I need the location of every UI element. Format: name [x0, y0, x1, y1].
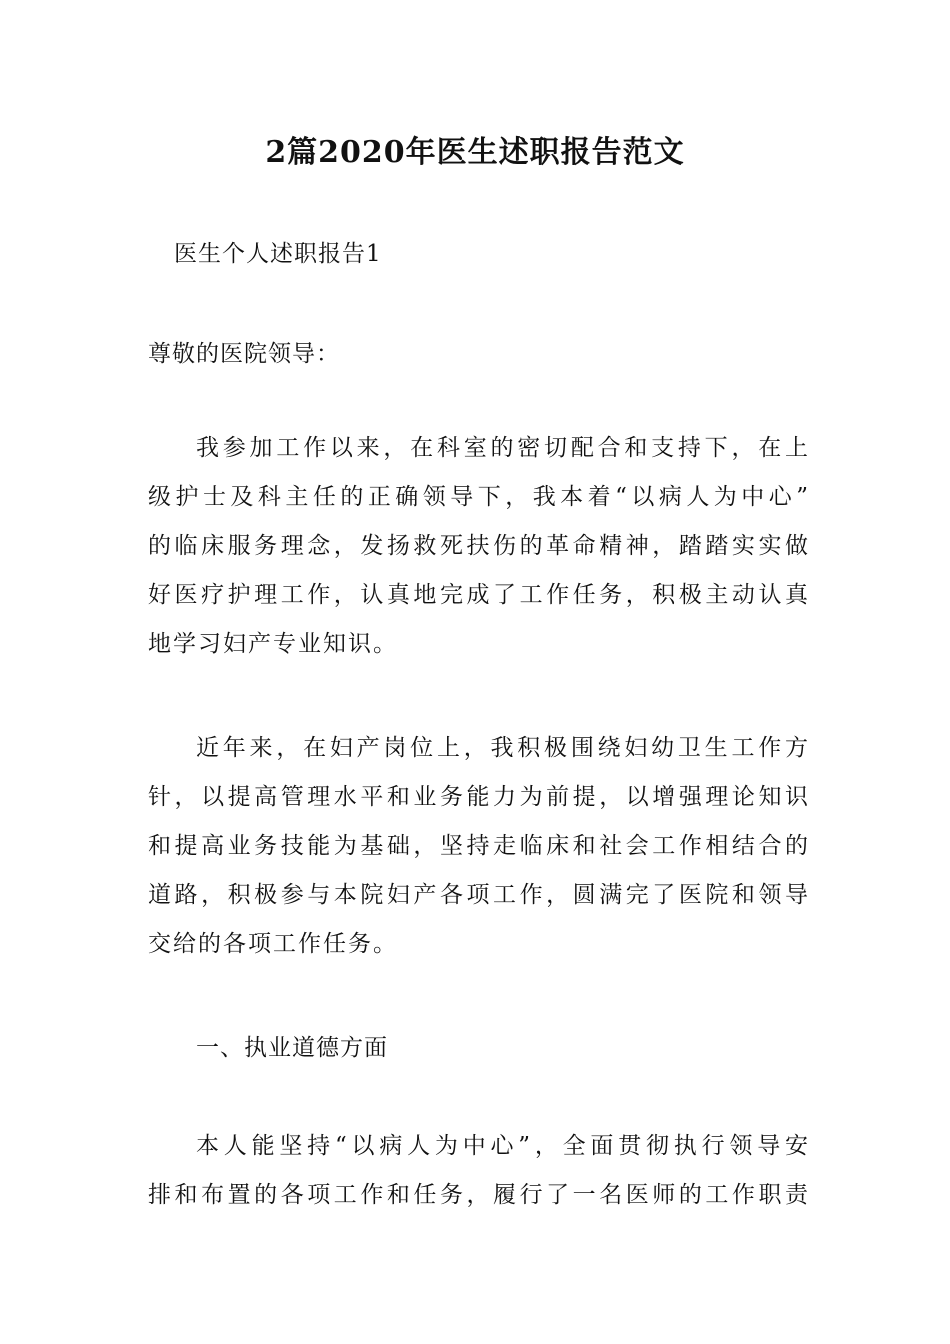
- paragraph-line: 近年来，在妇产岗位上，我积极围绕妇幼卫生工作方: [196, 735, 808, 761]
- paragraph-3: [148, 1122, 808, 1220]
- paragraph-line: 地学习妇产专业知识。: [148, 631, 398, 657]
- report-subtitle: 医生个人述职报告1: [174, 241, 382, 267]
- paragraph-line: 交给的各项工作任务。: [148, 931, 398, 957]
- paragraph-line: 本人能坚持“以病人为中心”，全面贯彻执行领导安: [196, 1133, 808, 1159]
- paragraph-line: 和提高业务技能为基础，坚持走临床和社会工作相结合的: [148, 833, 808, 859]
- paragraph-line: 好医疗护理工作，认真地完成了工作任务，积极主动认真: [148, 582, 808, 608]
- document-title: 2篇2020年医生述职报告范文: [265, 135, 685, 170]
- paragraph-1: [148, 424, 808, 669]
- paragraph-line: 道路，积极参与本院妇产各项工作，圆满完了医院和领导: [148, 882, 808, 908]
- paragraph-line: 我参加工作以来，在科室的密切配合和支持下，在上: [196, 435, 808, 461]
- section-heading: 一、执业道德方面: [196, 1035, 388, 1061]
- paragraph-line: 的临床服务理念，发扬救死扶伤的革命精神，踏踏实实做: [148, 533, 808, 559]
- paragraph-line: 针，以提高管理水平和业务能力为前提，以增强理论知识: [148, 784, 808, 810]
- paragraph-line: 级护士及科主任的正确领导下，我本着“以病人为中心”: [148, 484, 808, 510]
- salutation: 尊敬的医院领导：: [148, 341, 340, 367]
- paragraph-line: 排和布置的各项工作和任务，履行了一名医师的工作职责: [148, 1182, 808, 1208]
- paragraph-2: [148, 724, 808, 969]
